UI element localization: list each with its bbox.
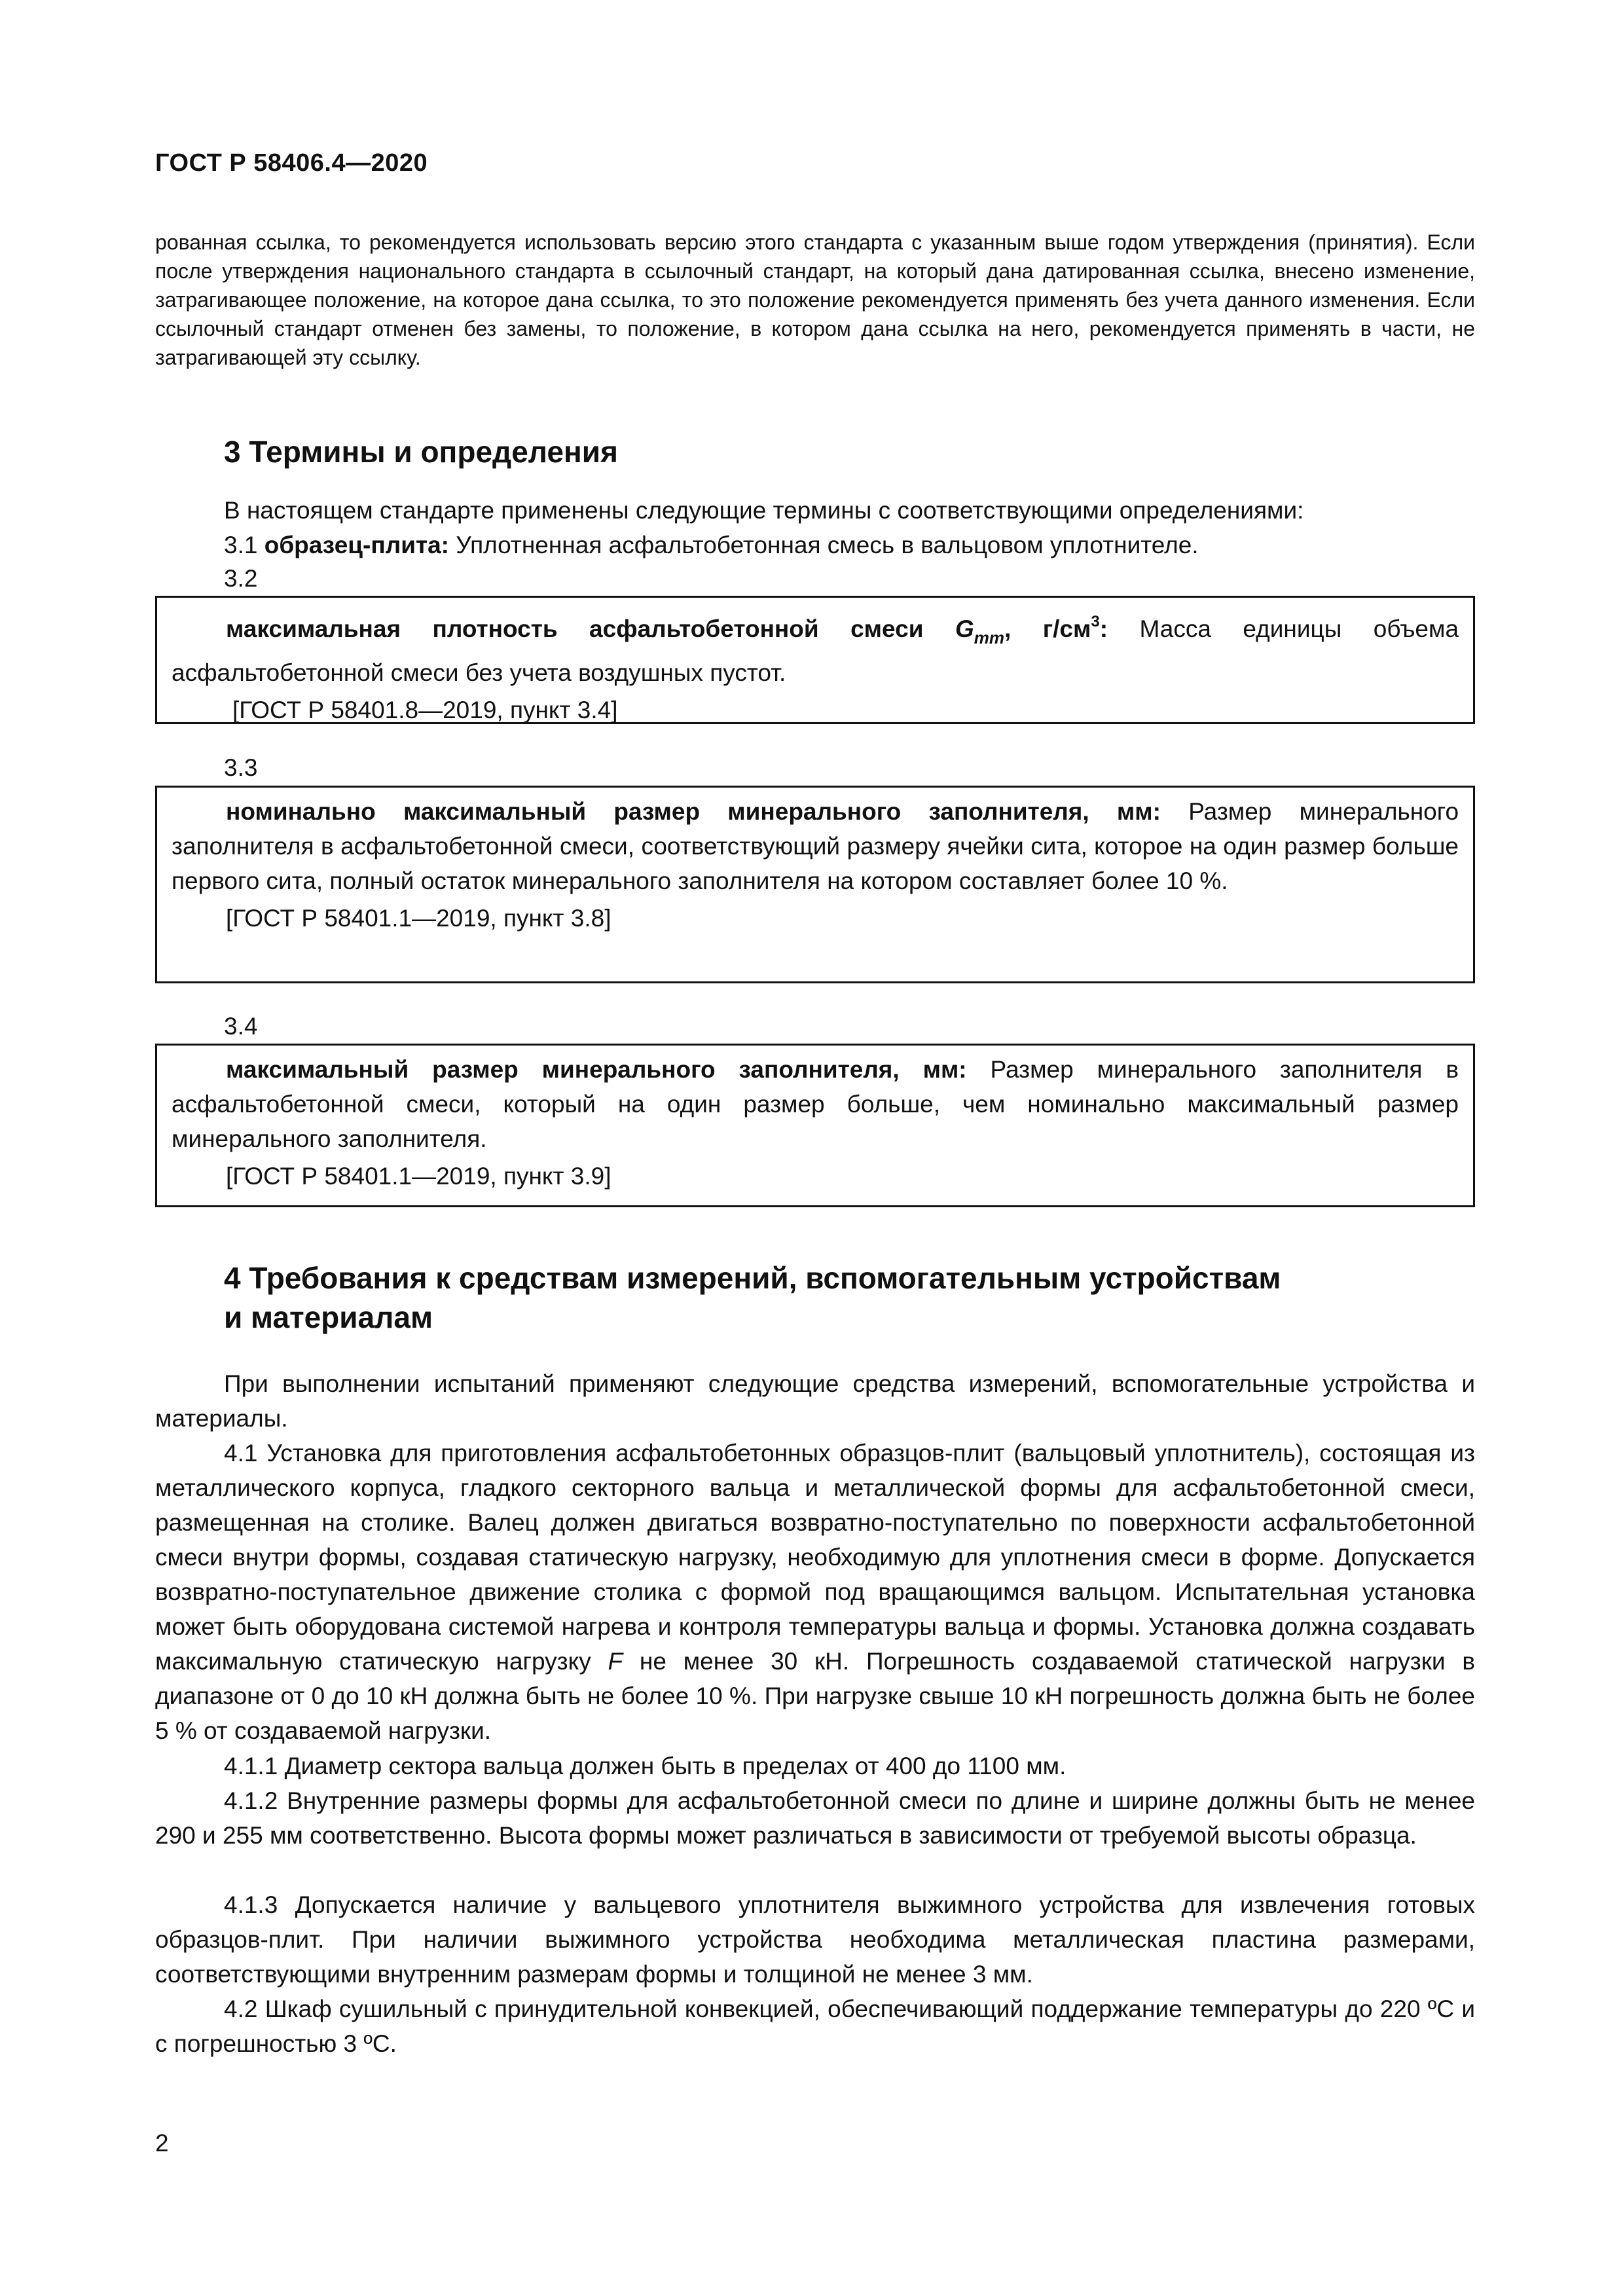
- term-3-2-symbol: G: [955, 615, 974, 642]
- term-3-1-definition: Уплотненная асфальтобетонная смесь в вальцовом уплотнителе.: [456, 532, 1199, 558]
- term-3-3-term: номинально максимальный размер минерального заполнителя, мм:: [226, 798, 1161, 825]
- term-3-2-box: [155, 596, 1475, 724]
- term-3-3-def-text: Размер минерального заполнителя в асфальтобетонной смеси, соответствующий размеру ячейки сита, которое на один размер больше первого сита, полный остаток минерального заполнителя на котором составляет более 10 %.: [172, 798, 1459, 894]
- term-3-4-number: 3.4: [224, 1013, 258, 1040]
- term-3-4-term: максимальный размер минерального заполнителя, мм:: [226, 1056, 967, 1083]
- term-3-2-subscript: mm: [974, 628, 1004, 647]
- term-3-3-definition: [172, 794, 1459, 898]
- term-3-4-definition: [172, 1052, 1459, 1156]
- term-3-3-box: [155, 786, 1475, 983]
- term-3-4-source: [ГОСТ Р 58401.1—2019, пункт 3.9]: [226, 1163, 611, 1190]
- term-3-2-term: максимальная плотность асфальтобетонной смеси: [226, 615, 924, 642]
- clause-4-1-2: 4.1.2 Внутренние размеры формы для асфальтобетонной смеси по длине и ширине должны быть не менее 290 и 255 мм соответственно. Высота формы может различаться в зависимости от требуемой высоты образца.: [155, 1787, 1475, 1849]
- section-3-title: 3 Термины и определения: [224, 435, 618, 469]
- clause-4-1-tail: не менее 30 кН. Погрешность создаваемой статической нагрузки в диапазоне от 0 до 10 кН должна быть не более 10 %. При нагрузке свыше 10 кН погрешность должна быть не более 5 % от создаваемой нагрузки.: [155, 1648, 1476, 1744]
- term-3-1-term: образец-плита:: [264, 532, 449, 558]
- clause-4-1-text: 4.1 Установка для приготовления асфальтобетонных образцов-плит (вальцовый уплотнитель), состоящая из металлического корпуса, гладкого секторного вальца и металлической формы для асфальтобетонной смеси, размещенная на столике. Валец должен двигаться возвратно-поступательно по поверхности асфальтобетонной смеси внутри формы, создавая статическую нагрузку, необходимую для уплотнения смеси в форме. Допускается возвратно-поступательное движение столика с формой под вращающимся вальцом. Испытательная установка может быть оборудована системой нагрева и контроля температуры вальца и формы. Установка должна создавать максимальную статическую нагрузку: [155, 1440, 1475, 1675]
- section-4-title-line1: 4 Требования к средствам измерений, вспомогательным устройствам: [224, 1261, 1281, 1295]
- page-number: 2: [155, 2130, 169, 2157]
- term-3-1-number: 3.1: [224, 532, 258, 558]
- term-3-4-box: [155, 1044, 1475, 1207]
- term-3-2-definition: [172, 604, 1459, 690]
- section-3-lead: В настоящем стандарте применены следующие термины с соответствующими определениями:: [224, 497, 1304, 524]
- document-code-header: ГОСТ Р 58406.4—2020: [155, 149, 428, 177]
- section-4-lead: При выполнении испытаний применяют следующие средства измерений, вспомогательные устройства и материалы.: [155, 1370, 1475, 1432]
- clause-4-1-symbol: F: [608, 1648, 623, 1675]
- term-3-2-colon: :: [1099, 615, 1108, 642]
- clause-4-1: [155, 1436, 1475, 1748]
- term-3-2-unit: , г/см: [1004, 615, 1091, 642]
- term-3-3-source: [ГОСТ Р 58401.1—2019, пункт 3.8]: [226, 905, 611, 932]
- section-4-title: [224, 1258, 1281, 1337]
- intro-paragraph: рованная ссылка, то рекомендуется использовать версию этого стандарта с указанным выше годом утверждения (принятия). Если после утверждения национального стандарта в ссылочный стандарт, на который дана датированная ссылка, внесено изменение, затрагивающее положение, на которое дана ссылка, то это положение рекомендуется применять без учета данного изменения. Если ссылочный стандарт отменен без замены, то положение, в котором дана ссылка на него, рекомендуется применять в части, не затрагивающей эту ссылку.: [155, 230, 1475, 369]
- section-4-title-line2: и материалам: [224, 1300, 433, 1334]
- term-3-2-source: [ГОСТ Р 58401.8—2019, пункт 3.4]: [232, 697, 618, 723]
- term-3-3-number: 3.3: [224, 754, 258, 781]
- term-3-2-def-text: Масса единицы объема асфальтобетонной смеси без учета воздушных пустот.: [172, 615, 1459, 686]
- term-3-1: [224, 528, 1199, 562]
- clause-4-2: 4.2 Шкаф сушильный с принудительной конвекцией, обеспечивающий поддержание температуры до 220 ºС и с погрешностью 3 ºС.: [155, 1995, 1475, 2057]
- term-3-4-def-text: Размер минерального заполнителя в асфальтобетонной смеси, который на один размер больше, чем номинально максимальный размер минерального заполнителя.: [172, 1056, 1459, 1152]
- term-3-2-unit-power: 3: [1091, 613, 1100, 630]
- clause-4-1-1: 4.1.1 Диаметр сектора вальца должен быть в пределах от 400 до 1100 мм.: [224, 1753, 1067, 1779]
- term-3-2-number: 3.2: [224, 565, 258, 592]
- clause-4-1-3: 4.1.3 Допускается наличие у вальцевого уплотнителя выжимного устройства для извлечения готовых образцов-плит. При наличии выжимного устройства необходима металлическая пластина размерами, соответствующими внутренним размерам формы и толщиной не менее 3 мм.: [155, 1891, 1475, 1988]
